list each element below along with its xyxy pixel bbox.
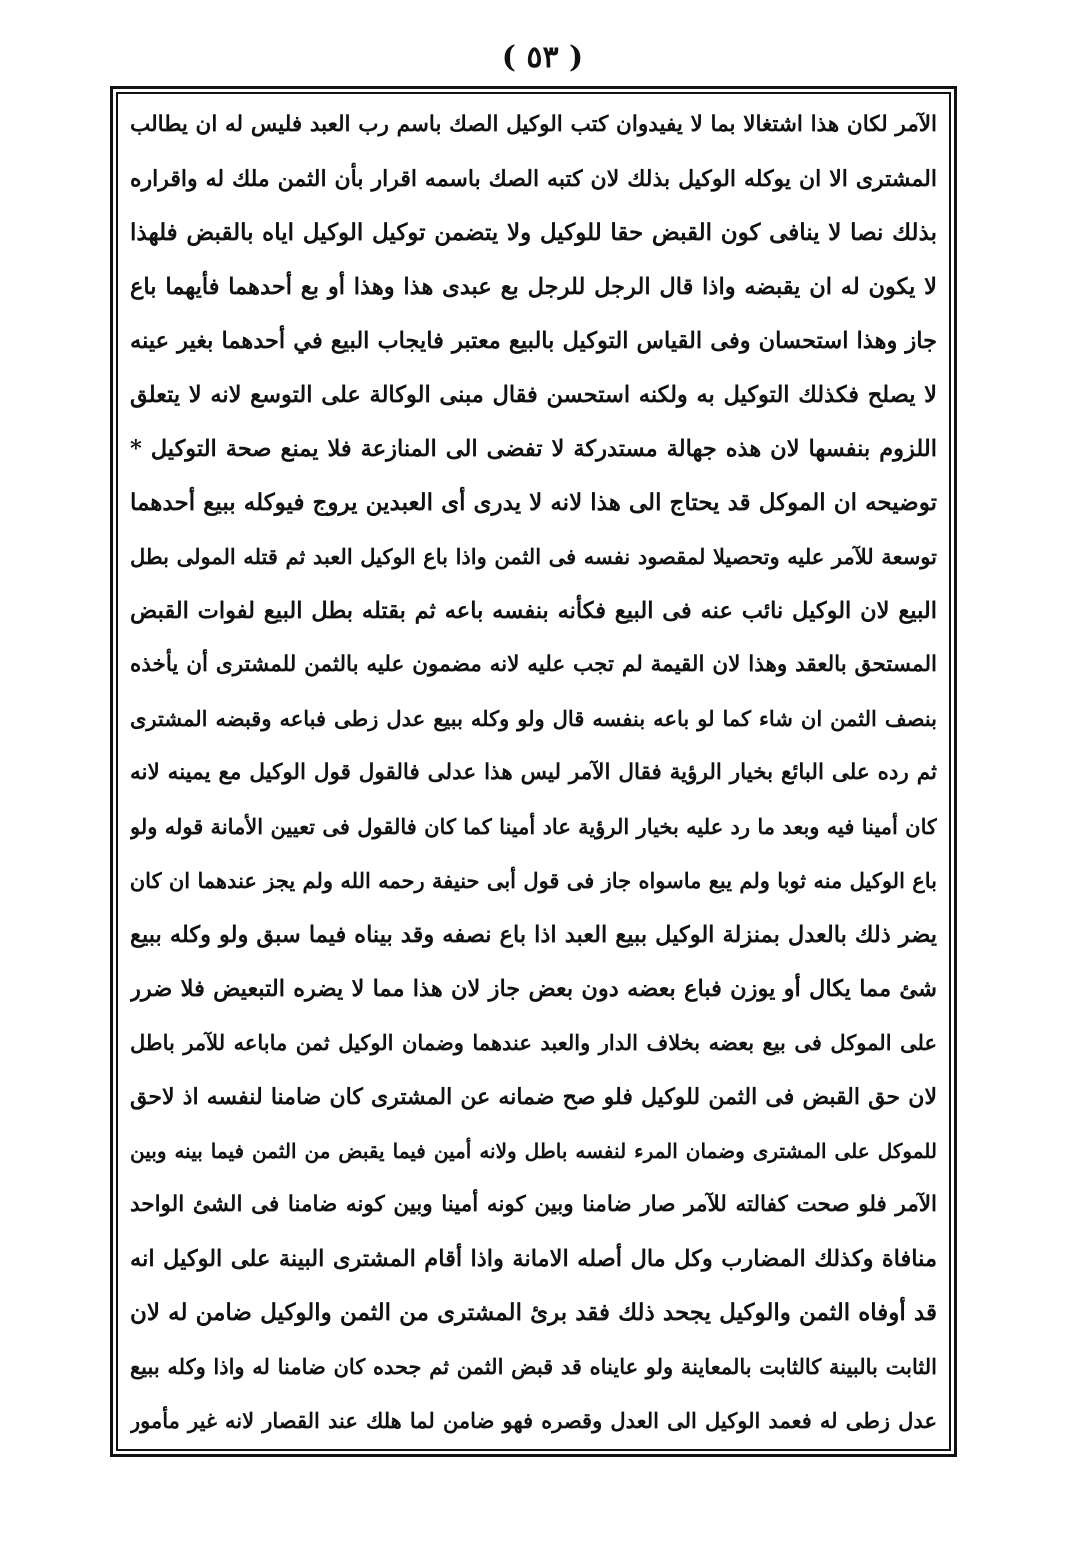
text-line: البيع لان الوكيل نائب عنه فى البيع فكأنه بنفسه باعه ثم بقتله بطل البيع لفوات القبض — [130, 598, 937, 624]
text-line: عدل زطى له فعمد الوكيل الى العدل وقصره فهو ضامن لما هلك عند القصار لانه غير مأمور — [130, 1408, 937, 1433]
text-line: لان حق القبض فى الثمن للوكيل فلو صح ضمانه عن المشترى كان ضامنا لنفسه اذ لاحق — [130, 1084, 937, 1110]
text-line: منافاة وكذلك المضارب وكل مال أصله الامانة واذا أقام المشترى البينة على الوكيل انه — [130, 1246, 937, 1272]
text-line: بنصف الثمن ان شاء كما لو باعه بنفسه قال ولو وكله ببيع عدل زطى فباعه وقبضه المشترى — [130, 706, 937, 731]
text-line: باع الوكيل منه ثوبا ولم يبع ماسواه جاز فى قول أبى حنيفة رحمه الله ولم يجز عندهما ان كان — [130, 868, 937, 893]
text-line: قد أوفاه الثمن والوكيل يجحد ذلك فقد برئ المشترى من الثمن والوكيل ضامن له لان — [130, 1299, 937, 1326]
text-line: جاز وهذا استحسان وفى القياس التوكيل بالبيع معتبر فايجاب البيع في أحدهما بغير عينه — [130, 328, 937, 354]
text-line: للموكل على المشترى وضمان المرء لنفسه باطل ولانه أمين فيما يقبض من الثمن فيما بينه وبين — [130, 1139, 937, 1163]
text-line: توسعة للآمر عليه وتحصيلا لمقصود نفسه فى الثمن واذا باع الوكيل العبد ثم قتله المولى بطل — [130, 544, 937, 569]
page-number: ( ٥٣ ) — [501, 40, 584, 75]
page-body — [130, 103, 937, 1443]
text-line: ثم رده على البائع بخيار الرؤية فقال الآمر ليس هذا عدلى فالقول قول الوكيل مع يمينه لانه — [130, 760, 937, 785]
text-line: لا يكون له ان يقبضه واذا قال الرجل للرجل بع عبدى هذا وهذا أو بع أحدهما فأيهما باع — [130, 274, 937, 300]
text-line: لا يصلح فكذلك التوكيل به ولكنه استحسن فقال مبنى الوكالة على التوسع لانه لا يتعلق — [130, 382, 937, 408]
text-line: الآمر فلو صحت كفالته للآمر صار ضامنا وبين كونه أمينا وبين كونه ضامنا فى الشئ الواحد — [130, 1192, 937, 1217]
text-line: شئ مما يكال أو يوزن فباع بعضه دون بعض جاز لان هذا مما لا يضره التبعيض فلا ضرر — [130, 976, 937, 1002]
text-line: توضيحه ان الموكل قد يحتاج الى هذا لانه لا يدرى أى العبدين يروج فيوكله ببيع أحدهما — [130, 489, 937, 516]
text-line: بذلك نصا لا ينافى كون القبض حقا للوكيل ولا يتضمن توكيل الوكيل اياه بالقبض فلهذا — [130, 219, 937, 246]
text-line: على الموكل فى بيع بعضه بخلاف الدار والعبد عندهما وضمان الوكيل ثمن ماباعه للآمر باطل — [130, 1030, 937, 1055]
text-line: الآمر لكان هذا اشتغالا بما لا يفيدوان كتب الوكيل الصك باسم رب العبد فليس له ان يطالب — [130, 112, 937, 137]
text-line: يضر ذلك بالعدل بمنزلة الوكيل ببيع العبد اذا باع نصفه وقد بيناه فيما سبق ولو وكله ببيع — [130, 922, 937, 948]
text-line: كان أمينا فيه وبعد ما رد عليه بخيار الرؤية عاد أمينا كما كان فالقول فى تعيين الأمانة قوله ولو — [130, 814, 937, 839]
text-line: المستحق بالعقد وهذا لان القيمة لم تجب عليه لانه مضمون عليه بالثمن للمشترى أن يأخذه — [130, 652, 937, 677]
text-line: اللزوم بنفسها لان هذه جهالة مستدركة لا تفضى الى المنازعة فلا يمنع صحة التوكيل * — [130, 436, 937, 462]
text-line: المشترى الا ان يوكله الوكيل بذلك لان كتبه الصك باسمه اقرار بأن الثمن ملك له واقراره — [130, 166, 937, 192]
text-line: الثابت بالبينة كالثابت بالمعاينة ولو عايناه قد قبض الثمن ثم جحده كان ضامنا له واذا وكله ببيع — [130, 1354, 937, 1379]
